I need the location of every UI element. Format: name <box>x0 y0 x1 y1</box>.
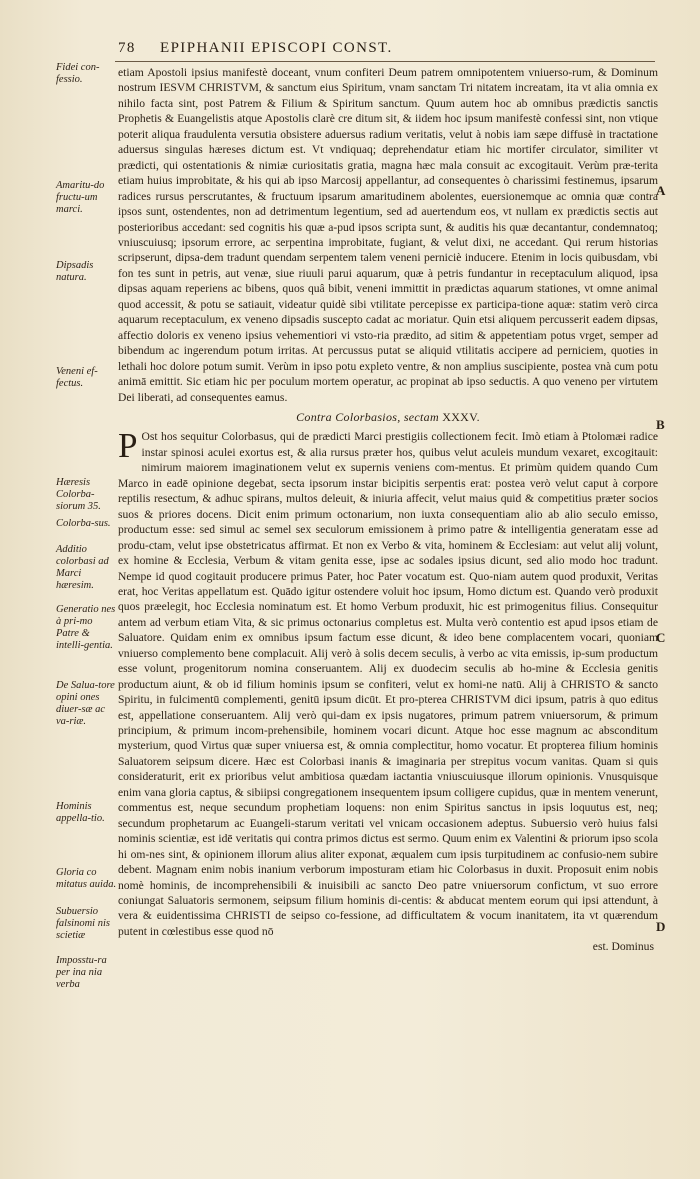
drop-cap: P <box>118 426 138 466</box>
margin-note: Fidei con-fessio. <box>56 62 100 85</box>
page-number: 78 <box>118 40 136 56</box>
margin-note: Veneni ef-fectus. <box>56 366 98 389</box>
header-rule <box>115 61 655 62</box>
section-number: XXXV. <box>442 409 480 424</box>
margin-note: Hæresis Colorba-siorum 35. <box>56 477 101 512</box>
main-text <box>118 65 658 955</box>
margin-note: Imposstu-ra per ina nia verba <box>56 955 107 990</box>
margin-note: Amaritu-do fructu-um marci. <box>56 180 105 215</box>
margin-note: De Salua-tore opini ones diuer-sæ ac va-riæ. <box>56 680 115 727</box>
margin-note: Colorba-sus. <box>56 518 111 529</box>
paragraph: etiam Apostoli ipsius manifestè doceant, vnum confiteri Deum patrem omnipotentem vniuerso-rum, & Dominum nostrum IESVM CHRISTVM, & sanctum eius Spiritum, vnam sanctam Tri nitatem increatam, ita vt alia omnia ex nihilo facta sint, post Patrem & Filium & Spiritum sanctum. Quum autem hoc ab omnibus prædictis sanctis Prophetis & Euangelistis atque Apostolis clarè cre ditum sit, & iidem hoc ipsum manifestè confessi sint, non vtique poterit aliqua fraudulenta versutia obsistere aduersus radium veritatis, velut à nobis iam sæpe diffusè in tractatione aduersus singulas hæreses dictum est. Vt vndiquaq; deprehendatur etiam hic mortifer circulator, similiter vt prædicti, qui ostentationis & nimiæ curiositatis gratia, magna hæc mala consuit ac excogitauit. Verùm præ-terita etiam huius improbitate, & his qui ab ipso Marcosij appellantur, ad consequentes ò charissimi festinemus, ipsarum radices rursus perscrutantes, & fructuum ipsarum amaritudinem abolentes, euersionemque ac omnia quæ contra ipsos sunt, ostendentes, non ad detrimentum legentium, sed ad auertendum eos, vt nullam ex prædictis sectis aut posterioribus accedant: sed cognitis his quæ a-pud ipsos scripta sunt, & auditis his quæ decantantur, condemnatoq; vniuscuiusq; ipsorum errore, ac serpentina improbitate, fugiant, & velut dixi, ne accedant. Qui rerum historias scripserunt, dipsa-dem tradunt quendam serpentem talem veneni perniciè inducere. Etenim in locis quibusdam, vbi fon tes sunt in petris, aut venæ, siue riuuli parui aquarum, quæ à petris fundantur in receptaculum aliquod, ipsa dipsas aquam reperiens ac bibens, quos quâ bibit, veneni immittit in prædictas aquarum stationes, vt omne animal quod accessit, & potu se satiauit, videatur quidè sibi vtilitate percepisse ex participa-tione aquæ: statim verò circa aquarum receptaculum, ex veneno dipsadis suscepto cadat ac moriatur. Quin etsi aliquem percusserit eadem dipsas, affectio doloris ex veneno ipsius vehementiori vi vsto-ria prædito, ad sitim & appetentiam potus vrget, semper ad bibendum ac ingerendum potum irritas. At percussus putat se aliquid vtilitatis accipere ad perniciem, quoties in lethali hoc dolore potum sumit. Verùm in ipso potu expleto ventre, & non amplius suscipiente, postea vnà cum potu animā emittit. Sic etiam hic per poculum mortem operatur, ac propinat ab ipso seductis. A quo veneno per virtutem Dei liberati, ad consequentes eamus. <box>118 66 658 404</box>
margin-letter: A <box>656 183 666 198</box>
margin-note: Hominis appella-tio. <box>56 801 105 824</box>
catchword: est. Dominus <box>592 940 654 954</box>
margin-letter: B <box>656 417 665 432</box>
margin-note: Additio colorbasi ad Marci hæresim. <box>56 544 109 591</box>
section-text: Ost hos sequitur Colorbasus, qui de prædicti Marci prestigiis collectionem fecit. Imò etiam à Ptolomæi radice instar spinosi aculei exortus est, & alia rursus præter hos, quibus velut aculeis mundum vexaret, excogitauit: nimirum maiorem imaginationem velut ex supernis veniens com-mentus. Et primùm quidem quando Cum Marco in eadē opinione degebat, secta ipsorum instar bicipitis serpentis erat: postea verò velut caput à corpore reptilis resectum, & adhuc spirans, multos deleuit, & iniuria affecit, velut maius quid & competitius præter socios suos & priores docens. Dicit enim primum octonarium, non iuxta consequentiam alio ab alio seculo emisso, productum esse: sed simul ac semel sex seculorum emissionem à primo patre & intelligentia generatam esse ad produ-ctam, velut ipse obstetricatus affirmat. Et non ex Verbo & vita, hominem & Ecclesiam: aut velut alij volunt, ex homine & Ecclesia, Verbum & vitam genita esse, ipse ac sodales ipsius dicunt, sed alio modo hoc tradunt. Nempe id quod cogitauit producere primus Pater, hoc Pater vocatum est. Quo-niam autem quod produxit, Veritas erat, hoc Veritas appellatum est. Quādo igitur ostendere voluit hoc ipsum, Homo dictum est. Quando verò produxit quos præelegit, hoc Ecclesia nominatum est. Et homo Verbum produxit, hic est primogenitus filius. Consequitur antem ad verbum etiam Vita, & sic primus octonarius completus est. Multa verò contentio est apud ipsos etiam de Saluatore. Quidam enim ex omnibus ipsum factum esse dicunt, & ideo bene complacentem vocari, quoniam vniuerso complemento bene complacuit. Alij verò à solis decem seculis, à verbo ac vita emissis, ip-sum productum esse volunt, progenitorum nomina conseruantem. Alij ex duodecim seculis ab ho-mine & Ecclesia genitis productum aiunt, & ob id filium hominis ipsum se confiteri, velut ex homi-ne natū. Alij à CHRISTO & sancto Spiritu, in fulcimentū complementi, genitū ipsum dicūt. Et pro-pterea CHRISTVM dici ipsum, patris à quo editus est, appellatione conseruantem. Alij verò qui-dam ex ipsis nugatores, primum patrem vniuersorum, & primum principium, & primum incom-prehensibile, hominem vocari dicunt. Atque hoc esse magnum ac absconditum mysterium, quod Virtus quæ super vniuersa est, & omnia complectitur, homo vocatur. Et propterea filium hominis Saluatorem seipsum dicere. Hæc est Colorbasi inanis & imaginaria per strepitus vocum vanitas. Quam si quis consideraturit, erit ex prioribus velut ambitiosa quædam iactantia vniuscuiusque illorum opinionis. Vnusquisque enim vana gloria captus, & sibiipsi congregationem insequentem ipsum colligere cupidus, quæ in mentem venerunt, commentus est, neque secundum prophetiam loquens: non enim Spiritus sanctus in ipsis loquutus est, neq; secundum prophetarum ac Euangeli-starum veritati vel vnicam occasionem adeptus. Subuersio verò huius falsi nominis scientiæ, est idē veritatis qui contra primos dictus est sermo. Quum enim ex Valentini & priorum ipso scola hi om-nes sint, & opinionem illorum alius aliter exponat, æqualem cum ipsis turpitudinem ac confusio-nem subire debent. Magnam enim nobis inanium verborum imposturam etiam hic Colorbasus in duxit. Proposuit enim nobis nomè hominis, de incomprehensibili & inuisibili ac sancto Deo patre vniuersorum confictum, vt suo errore coniungat Saluatoris sermonem, seipsum filium hominis di-centis: & abducat mentem eorum qui ipsi attendunt, à vera & euidentissima CHRISTI de seipso co-fessione, ad difficultatem & vocum inanitatem, ita vt quærendum putent in cœlestibus esse quod nō <box>118 430 658 938</box>
margin-letter: C <box>656 630 666 645</box>
running-title: EPIPHANII EPISCOPI CONST. <box>160 40 393 56</box>
margin-note: Subuersio falsinomi nis scietiæ <box>56 906 110 941</box>
section-paragraph <box>118 426 658 939</box>
margin-note: Generatio nes à pri-mo Patre & intelli-gentia. <box>56 604 116 651</box>
section-title-text: Contra Colorbasios, sectam <box>296 409 439 424</box>
margin-note: Gloria co mitatus auida. <box>56 867 117 890</box>
section-title <box>118 410 658 425</box>
margin-letter: D <box>656 919 666 934</box>
margin-note: Dipsadis natura. <box>56 260 94 283</box>
